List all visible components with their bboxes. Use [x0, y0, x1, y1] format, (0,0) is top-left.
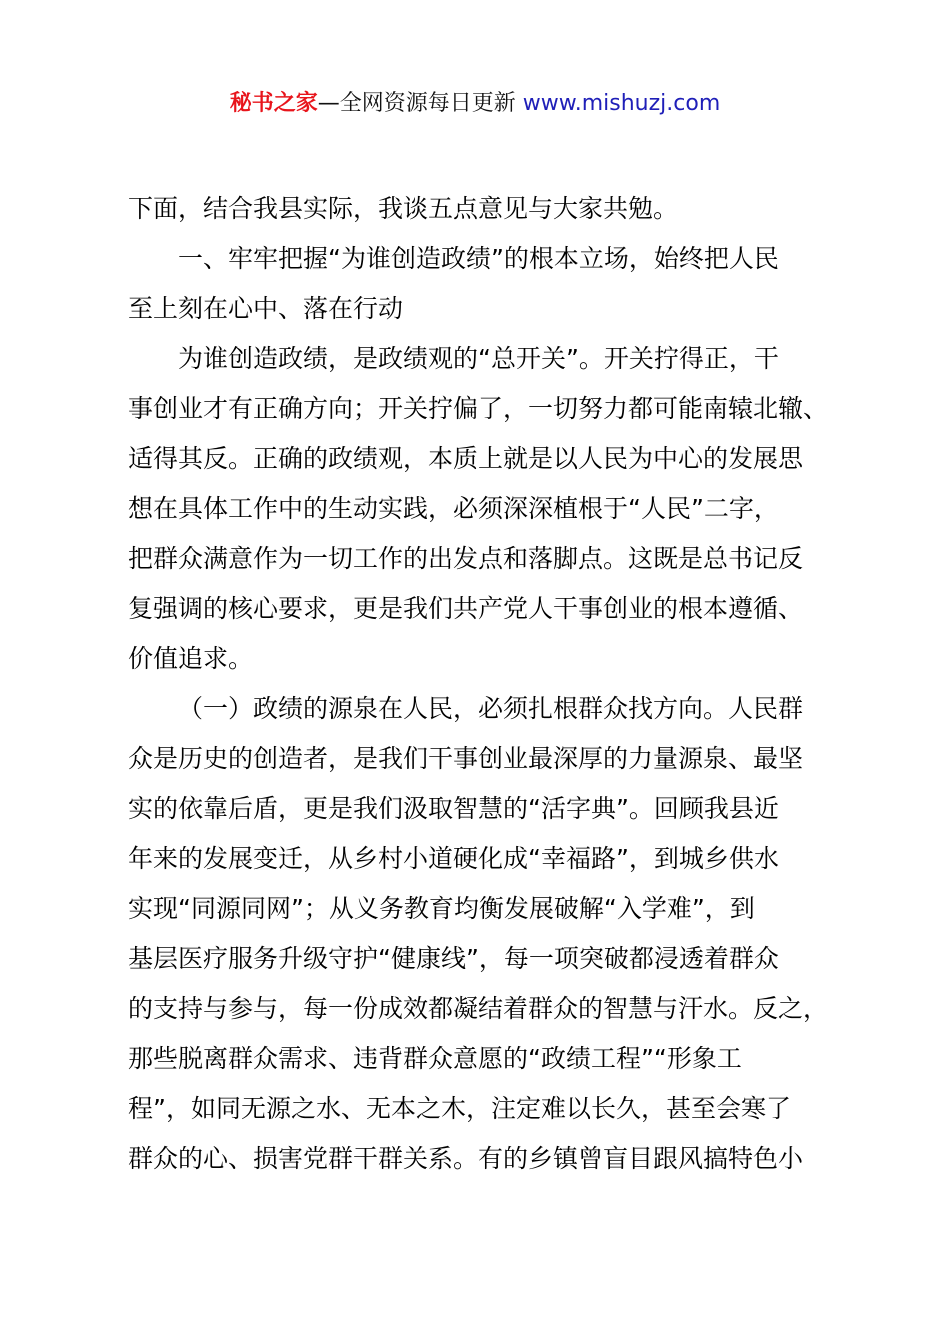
body-line: 的支持与参与，每一份成效都凝结着群众的智慧与汗水。反之， [128, 994, 829, 1023]
body-line: 年来的发展变迁，从乡村小道硬化成“幸福路”，到城乡供水 [128, 844, 779, 873]
document-body [128, 184, 832, 1184]
body-line: 实的依靠后盾，更是我们汲取智慧的“活字典”。回顾我县近 [128, 794, 779, 823]
page-header [0, 86, 950, 122]
body-line: 基层医疗服务升级守护“健康线”，每一项突破都浸透着群众 [128, 944, 779, 973]
body-line: 想在具体工作中的生动实践，必须深深植根于“人民”二字， [128, 494, 779, 523]
body-line: 价值追求。 [128, 644, 254, 673]
body-line: 群众的心、损害党群干群关系。有的乡镇曾盲目跟风搞特色小 [128, 1144, 804, 1173]
section-heading-line: 一、牢牢把握“为谁创造政绩”的根本立场，始终把人民 [178, 244, 779, 273]
body-line: 把群众满意作为一切工作的出发点和落脚点。这既是总书记反 [128, 544, 804, 573]
header-tagline: —全网资源每日更新 [317, 91, 516, 116]
body-line: 复强调的核心要求，更是我们共产党人干事创业的根本遵循、 [128, 594, 804, 623]
body-line: 众是历史的创造者，是我们干事创业最深厚的力量源泉、最坚 [128, 744, 804, 773]
body-line: 事创业才有正确方向；开关拧偏了，一切努力都可能南辕北辙、 [128, 394, 829, 423]
body-line: （一）政绩的源泉在人民，必须扎根群众找方向。人民群 [178, 694, 804, 723]
body-line: 实现“同源同网”；从义务教育均衡发展破解“入学难”，到 [128, 894, 755, 923]
body-line: 那些脱离群众需求、违背群众意愿的“政绩工程”“形象工 [128, 1044, 742, 1073]
body-line: 适得其反。正确的政绩观，本质上就是以人民为中心的发展思 [128, 444, 804, 473]
brand-name: 秘书之家 [229, 91, 318, 116]
body-line: 为谁创造政绩，是政绩观的“总开关”。开关拧得正，干 [178, 344, 779, 373]
section-heading-line: 至上刻在心中、落在行动 [128, 294, 404, 323]
site-url-link[interactable]: www.mishuzj.com [522, 91, 721, 116]
body-line: 下面，结合我县实际，我谈五点意见与大家共勉。 [128, 194, 679, 223]
body-line: 程”，如同无源之水、无本之木，注定难以长久，甚至会寒了 [128, 1094, 791, 1123]
